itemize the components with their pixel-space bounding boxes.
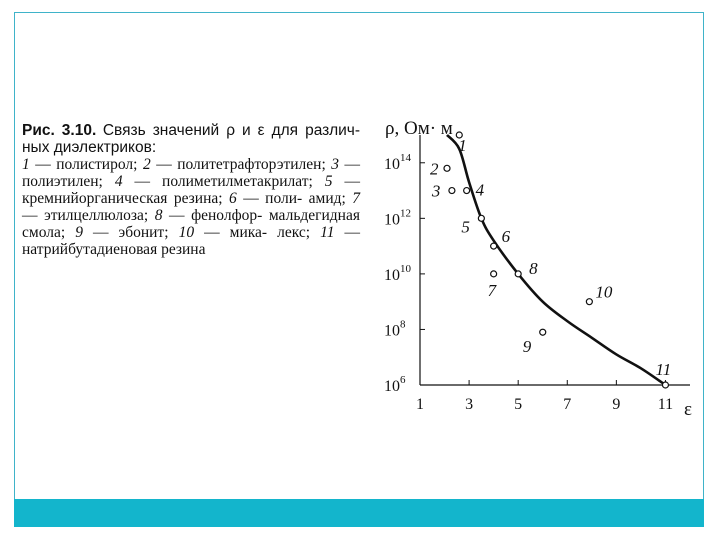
point-label-5: 5 bbox=[461, 217, 470, 237]
data-point-11 bbox=[662, 382, 668, 388]
legend-number: 2 bbox=[142, 156, 151, 173]
figure-text: Связь значений ρ и ε для различ- ных диэлектриков: bbox=[22, 122, 361, 156]
trend-curve bbox=[447, 135, 665, 385]
resistivity-permittivity-chart bbox=[360, 110, 704, 500]
legend-number: 1 bbox=[22, 156, 30, 173]
legend-text: политетрафторэтилен bbox=[177, 156, 322, 173]
y-tick-label: $10^6$ bbox=[384, 374, 406, 395]
tick-labels bbox=[384, 152, 673, 413]
legend-text: натрийбутадиеновая резина bbox=[22, 241, 206, 258]
legend-number: 3 bbox=[331, 156, 340, 173]
legend-item: 4 — полиметилметакрилат; bbox=[114, 173, 325, 190]
data-point-8 bbox=[515, 271, 521, 277]
legend-item: 11 — натрийбутадиеновая резина bbox=[22, 224, 361, 258]
legend-number: 7 bbox=[352, 190, 360, 207]
legend-item: 1 — полистирол; bbox=[22, 156, 143, 173]
legend-text: кремнийорганическая резина bbox=[22, 190, 219, 207]
data-point-9 bbox=[540, 329, 546, 335]
legend-text: поли- амид bbox=[265, 190, 342, 207]
legend-number: 9 bbox=[75, 224, 83, 241]
figure-caption bbox=[22, 122, 360, 258]
caption-title bbox=[22, 122, 360, 156]
point-label-10: 10 bbox=[595, 282, 613, 302]
legend-item: 9 — эбонит; bbox=[75, 224, 179, 241]
point-label-7: 7 bbox=[487, 280, 497, 300]
figure-label: Рис. 3.10. bbox=[22, 122, 97, 139]
point-label-4: 4 bbox=[475, 180, 485, 200]
legend-text: этилцеллюлоза bbox=[44, 207, 144, 224]
point-label-3: 3 bbox=[431, 181, 441, 201]
point-label-8: 8 bbox=[529, 258, 538, 278]
legend-text: полистирол bbox=[56, 156, 134, 173]
legend-item: 2 — политетрафторэтилен; bbox=[142, 156, 332, 173]
legend-text: мика- лекс bbox=[229, 224, 306, 241]
data-point-3 bbox=[449, 188, 455, 194]
x-tick-label: 1 bbox=[416, 396, 424, 413]
legend-item: 7 — этилцеллюлоза; bbox=[22, 190, 360, 224]
bottom-accent-band bbox=[14, 499, 704, 527]
x-tick-label: 5 bbox=[514, 396, 523, 413]
point-label-11: 11 bbox=[655, 360, 672, 379]
data-point-5 bbox=[478, 215, 484, 221]
data-point-2 bbox=[444, 165, 450, 171]
point-label-9: 9 bbox=[522, 337, 532, 357]
legend-number: 4 bbox=[114, 173, 123, 190]
legend-item: 6 — поли- амид; bbox=[229, 190, 353, 207]
x-axis-label: ε bbox=[684, 399, 692, 420]
legend-number: 5 bbox=[324, 173, 333, 190]
x-tick-label: 7 bbox=[563, 396, 572, 413]
chart-axes bbox=[420, 135, 690, 385]
legend-item: 3 — полиэтилен; bbox=[22, 156, 361, 190]
legend-number: 11 bbox=[320, 224, 335, 241]
legend-item: 8 — фенолфор- мальдегидная смола; bbox=[22, 207, 360, 241]
point-label-6: 6 bbox=[501, 227, 511, 247]
x-tick-label: 9 bbox=[612, 396, 621, 413]
y-tick-label: $10^{10}$ bbox=[384, 262, 411, 284]
legend-text: полиэтилен bbox=[22, 173, 99, 190]
legend-text: фенолфор- мальдегидная смола bbox=[22, 207, 360, 241]
y-axis-label: ρ, Ом· м bbox=[385, 118, 453, 139]
legend-text: эбонит bbox=[118, 224, 165, 241]
legend-item: 10 — мика- лекс; bbox=[178, 224, 321, 241]
data-point-7 bbox=[491, 271, 497, 277]
x-tick-label: 3 bbox=[465, 396, 474, 413]
point-label-2: 2 bbox=[430, 159, 439, 179]
trend-curve-layer bbox=[447, 135, 665, 385]
y-tick-label: $10^8$ bbox=[384, 318, 406, 340]
data-point-10 bbox=[586, 299, 592, 305]
legend-text: полиметилметакрилат bbox=[162, 173, 309, 190]
legend-number: 6 bbox=[229, 190, 237, 207]
legend-number: 10 bbox=[178, 224, 195, 241]
legend-item: 5 — кремнийорганическая резина; bbox=[22, 173, 361, 207]
data-point-4 bbox=[464, 188, 470, 194]
caption-legend bbox=[22, 156, 360, 258]
legend-number: 8 bbox=[154, 207, 163, 224]
data-point-6 bbox=[491, 243, 497, 249]
point-label-1: 1 bbox=[458, 136, 467, 155]
y-tick-label: $10^{14}$ bbox=[384, 151, 411, 173]
x-tick-label: 11 bbox=[657, 396, 674, 413]
y-tick-label: $10^{12}$ bbox=[384, 207, 411, 229]
